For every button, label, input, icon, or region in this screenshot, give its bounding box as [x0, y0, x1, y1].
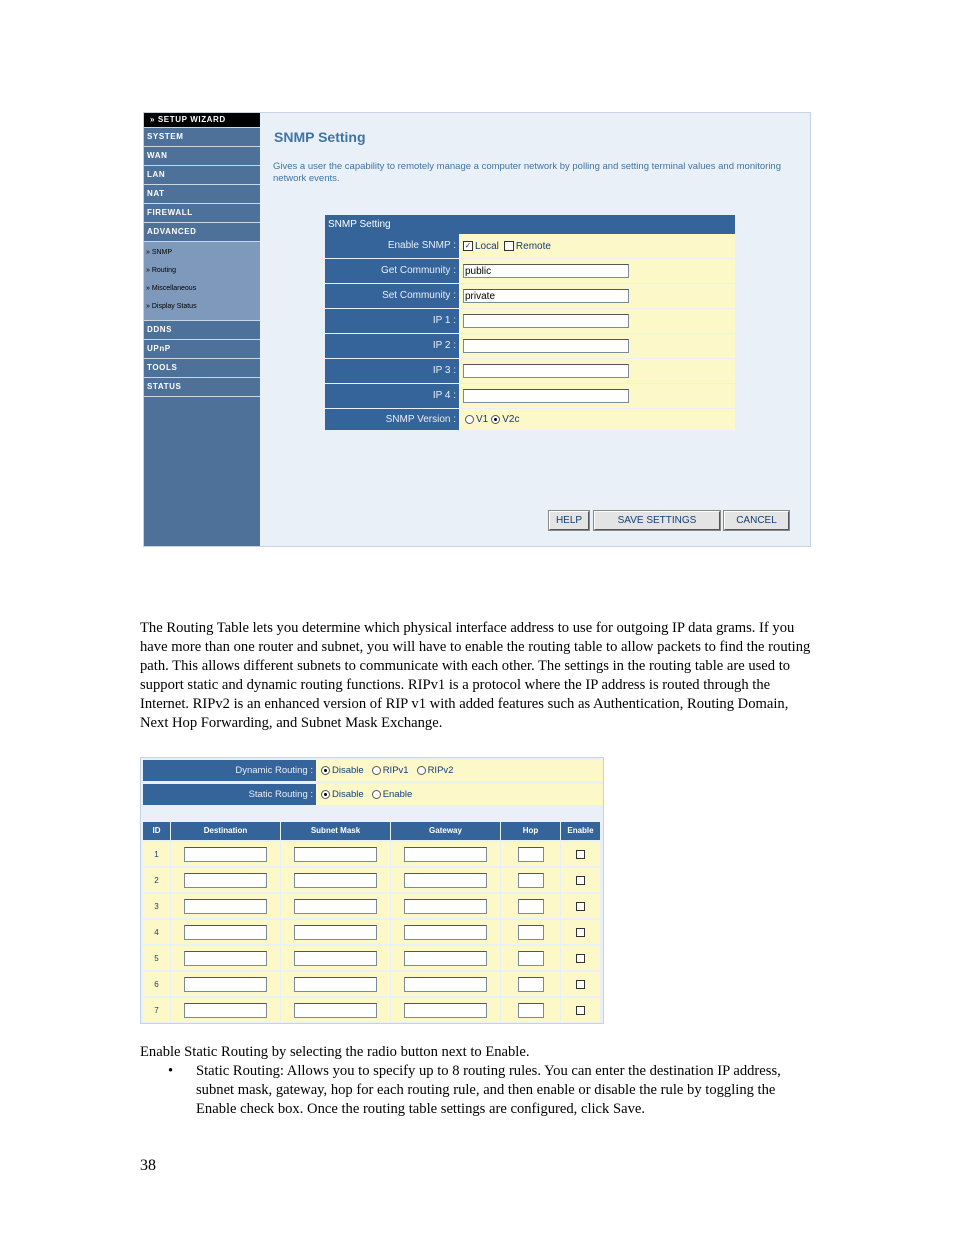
table-row: [143, 920, 601, 945]
v1-label: V1: [476, 414, 489, 425]
gateway-input[interactable]: [404, 899, 487, 914]
nav-setup-wizard[interactable]: » SETUP WIZARD: [144, 113, 260, 128]
hop-input[interactable]: [518, 847, 544, 862]
nav-tools[interactable]: TOOLS: [144, 359, 260, 378]
enable-checkbox[interactable]: [576, 980, 585, 989]
snmp-screenshot: [143, 112, 811, 547]
gateway-input[interactable]: [404, 847, 487, 862]
gateway-input[interactable]: [404, 873, 487, 888]
subnet-mask-input[interactable]: [294, 951, 377, 966]
destination-input[interactable]: [184, 1003, 267, 1018]
static-enable-radio[interactable]: [372, 790, 381, 799]
nav-status[interactable]: STATUS: [144, 378, 260, 397]
nav-sub-routing[interactable]: » Routing: [146, 267, 176, 274]
get-community-label: Get Community :: [325, 259, 459, 283]
hop-input[interactable]: [518, 1003, 544, 1018]
ip1-row: [325, 309, 735, 334]
nav-advanced[interactable]: ADVANCED: [144, 223, 260, 242]
dynamic-ripv1-radio[interactable]: [372, 766, 381, 775]
enable-snmp-row: [325, 234, 735, 259]
get-community-input[interactable]: public: [463, 264, 629, 278]
nav-upnp[interactable]: UPnP: [144, 340, 260, 359]
row-id: 6: [143, 972, 171, 997]
set-community-row: [325, 284, 735, 309]
static-enable-label: Enable: [382, 789, 413, 800]
ip2-label: IP 2 :: [325, 334, 459, 358]
subnet-mask-input[interactable]: [294, 899, 377, 914]
get-community-row: [325, 259, 735, 284]
col-hop: Hop: [501, 822, 561, 840]
hop-input[interactable]: [518, 925, 544, 940]
ip1-input[interactable]: [463, 314, 629, 328]
dynamic-ripv1-label: RIPv1: [382, 765, 409, 776]
gateway-input[interactable]: [404, 977, 487, 992]
destination-input[interactable]: [184, 951, 267, 966]
subnet-mask-input[interactable]: [294, 925, 377, 940]
enable-snmp-label: Enable SNMP :: [325, 234, 459, 258]
row-id: 4: [143, 920, 171, 945]
snmp-settings-table: [325, 215, 735, 431]
row-id: 5: [143, 946, 171, 971]
set-community-input[interactable]: private: [463, 289, 629, 303]
remote-label: Remote: [515, 240, 551, 252]
destination-input[interactable]: [184, 977, 267, 992]
snmp-version-row: [325, 409, 735, 431]
nav-sub-miscellaneous[interactable]: » Miscellaneous: [146, 285, 197, 292]
bullet-icon: •: [168, 1063, 174, 1079]
subnet-mask-input[interactable]: [294, 1003, 377, 1018]
dynamic-routing-label: Dynamic Routing :: [143, 760, 316, 781]
col-subnet-mask: Subnet Mask: [281, 822, 391, 840]
routing-intro-paragraph: The Routing Table lets you determine which physical interface address to use for outgoing IP data grams. If you have more than one router and subnet, you will have to enable the routing table to allow packets to find the routing path. This allows different subnets to communicate with each other. The settings in the routing table are used to support static and dynamic routing functions. RIPv1 is a protocol where the IP address is routed through the Internet. RIPv2 is an enhanced version of RIP v1 with added features such as Authentication, Routing Domain, Next Hop Forwarding, and Subnet Mask Exchange.: [140, 620, 811, 731]
table-row: [143, 842, 601, 867]
ip3-label: IP 3 :: [325, 359, 459, 383]
remote-checkbox[interactable]: [504, 241, 514, 251]
enable-checkbox[interactable]: [576, 876, 585, 885]
destination-input[interactable]: [184, 899, 267, 914]
save-settings-button[interactable]: SAVE SETTINGS: [594, 511, 720, 530]
enable-checkbox[interactable]: [576, 850, 585, 859]
ip4-row: [325, 384, 735, 409]
dynamic-disable-label: Disable: [332, 765, 364, 776]
ip1-label: IP 1 :: [325, 309, 459, 333]
destination-input[interactable]: [184, 925, 267, 940]
routing-screenshot: [140, 757, 604, 1024]
nav-system[interactable]: SYSTEM: [144, 128, 260, 147]
hop-input[interactable]: [518, 977, 544, 992]
dynamic-ripv2-radio[interactable]: [417, 766, 426, 775]
enable-checkbox[interactable]: [576, 1006, 585, 1015]
v2c-radio[interactable]: [491, 415, 500, 424]
col-enable: Enable: [561, 822, 601, 840]
v1-radio[interactable]: [465, 415, 474, 424]
nav-firewall[interactable]: FIREWALL: [144, 204, 260, 223]
destination-input[interactable]: [184, 847, 267, 862]
enable-static-paragraph: Enable Static Routing by selecting the radio button next to Enable.: [140, 1044, 530, 1060]
nav-sub-snmp[interactable]: » SNMP: [146, 249, 173, 256]
table-row: [143, 998, 601, 1023]
nav-wan[interactable]: WAN: [144, 147, 260, 166]
col-destination: Destination: [171, 822, 281, 840]
table-row: [143, 868, 601, 893]
nav-nat[interactable]: NAT: [144, 185, 260, 204]
subnet-mask-input[interactable]: [294, 977, 377, 992]
enable-checkbox[interactable]: [576, 928, 585, 937]
ip2-input[interactable]: [463, 339, 629, 353]
static-disable-label: Disable: [332, 789, 364, 800]
local-label: Local: [475, 240, 499, 252]
nav-lan[interactable]: LAN: [144, 166, 260, 185]
dynamic-disable-radio[interactable]: [321, 766, 330, 775]
enable-checkbox[interactable]: [576, 902, 585, 911]
row-id: 7: [143, 998, 171, 1023]
set-community-label: Set Community :: [325, 284, 459, 308]
routing-table-header: [143, 822, 601, 840]
gateway-input[interactable]: [404, 1003, 487, 1018]
ip3-input[interactable]: [463, 364, 629, 378]
gateway-input[interactable]: [404, 925, 487, 940]
table-row: [143, 972, 601, 997]
enable-checkbox[interactable]: [576, 954, 585, 963]
col-gateway: Gateway: [391, 822, 501, 840]
sidebar-nav: [144, 113, 260, 546]
snmp-description: Gives a user the capability to remotely manage a computer network by polling and setting terminal values and monitoring network events.: [273, 161, 781, 184]
destination-input[interactable]: [184, 873, 267, 888]
static-routing-bullet: Static Routing: Allows you to specify up to 8 routing rules. You can enter the destination IP address, subnet mask, gateway, hop for each routing rule, and then enable or disable the rule by toggling the Enable check box. Once the routing table settings are configured, click Save.: [196, 1063, 781, 1117]
ip2-row: [325, 334, 735, 359]
hop-input[interactable]: [518, 899, 544, 914]
nav-ddns[interactable]: DDNS: [144, 321, 260, 340]
dynamic-ripv2-label: RIPv2: [427, 765, 454, 776]
col-id: ID: [143, 822, 171, 840]
nav-sub-display-status[interactable]: » Display Status: [146, 303, 197, 310]
subnet-mask-input[interactable]: [294, 873, 377, 888]
snmp-table-header: SNMP Setting: [325, 215, 735, 234]
table-row: [143, 894, 601, 919]
gateway-input[interactable]: [404, 951, 487, 966]
v2c-label: V2c: [502, 414, 520, 425]
static-routing-label: Static Routing :: [143, 784, 316, 805]
row-id: 3: [143, 894, 171, 919]
ip4-input[interactable]: [463, 389, 629, 403]
subnet-mask-input[interactable]: [294, 847, 377, 862]
hop-input[interactable]: [518, 873, 544, 888]
nav-advanced-submenu: [144, 242, 260, 321]
help-button[interactable]: HELP: [549, 511, 589, 530]
snmp-page-title: SNMP Setting: [274, 129, 366, 145]
cancel-button[interactable]: CANCEL: [724, 511, 789, 530]
row-id: 2: [143, 868, 171, 893]
dynamic-routing-row: [143, 760, 603, 781]
ip4-label: IP 4 :: [325, 384, 459, 408]
table-row: [143, 946, 601, 971]
row-id: 1: [143, 842, 171, 867]
local-checkbox[interactable]: ✓: [464, 241, 472, 250]
page-number: 38: [140, 1157, 156, 1174]
hop-input[interactable]: [518, 951, 544, 966]
static-routing-row: [143, 784, 603, 805]
ip3-row: [325, 359, 735, 384]
snmp-version-label: SNMP Version :: [325, 409, 459, 430]
static-disable-radio[interactable]: [321, 790, 330, 799]
